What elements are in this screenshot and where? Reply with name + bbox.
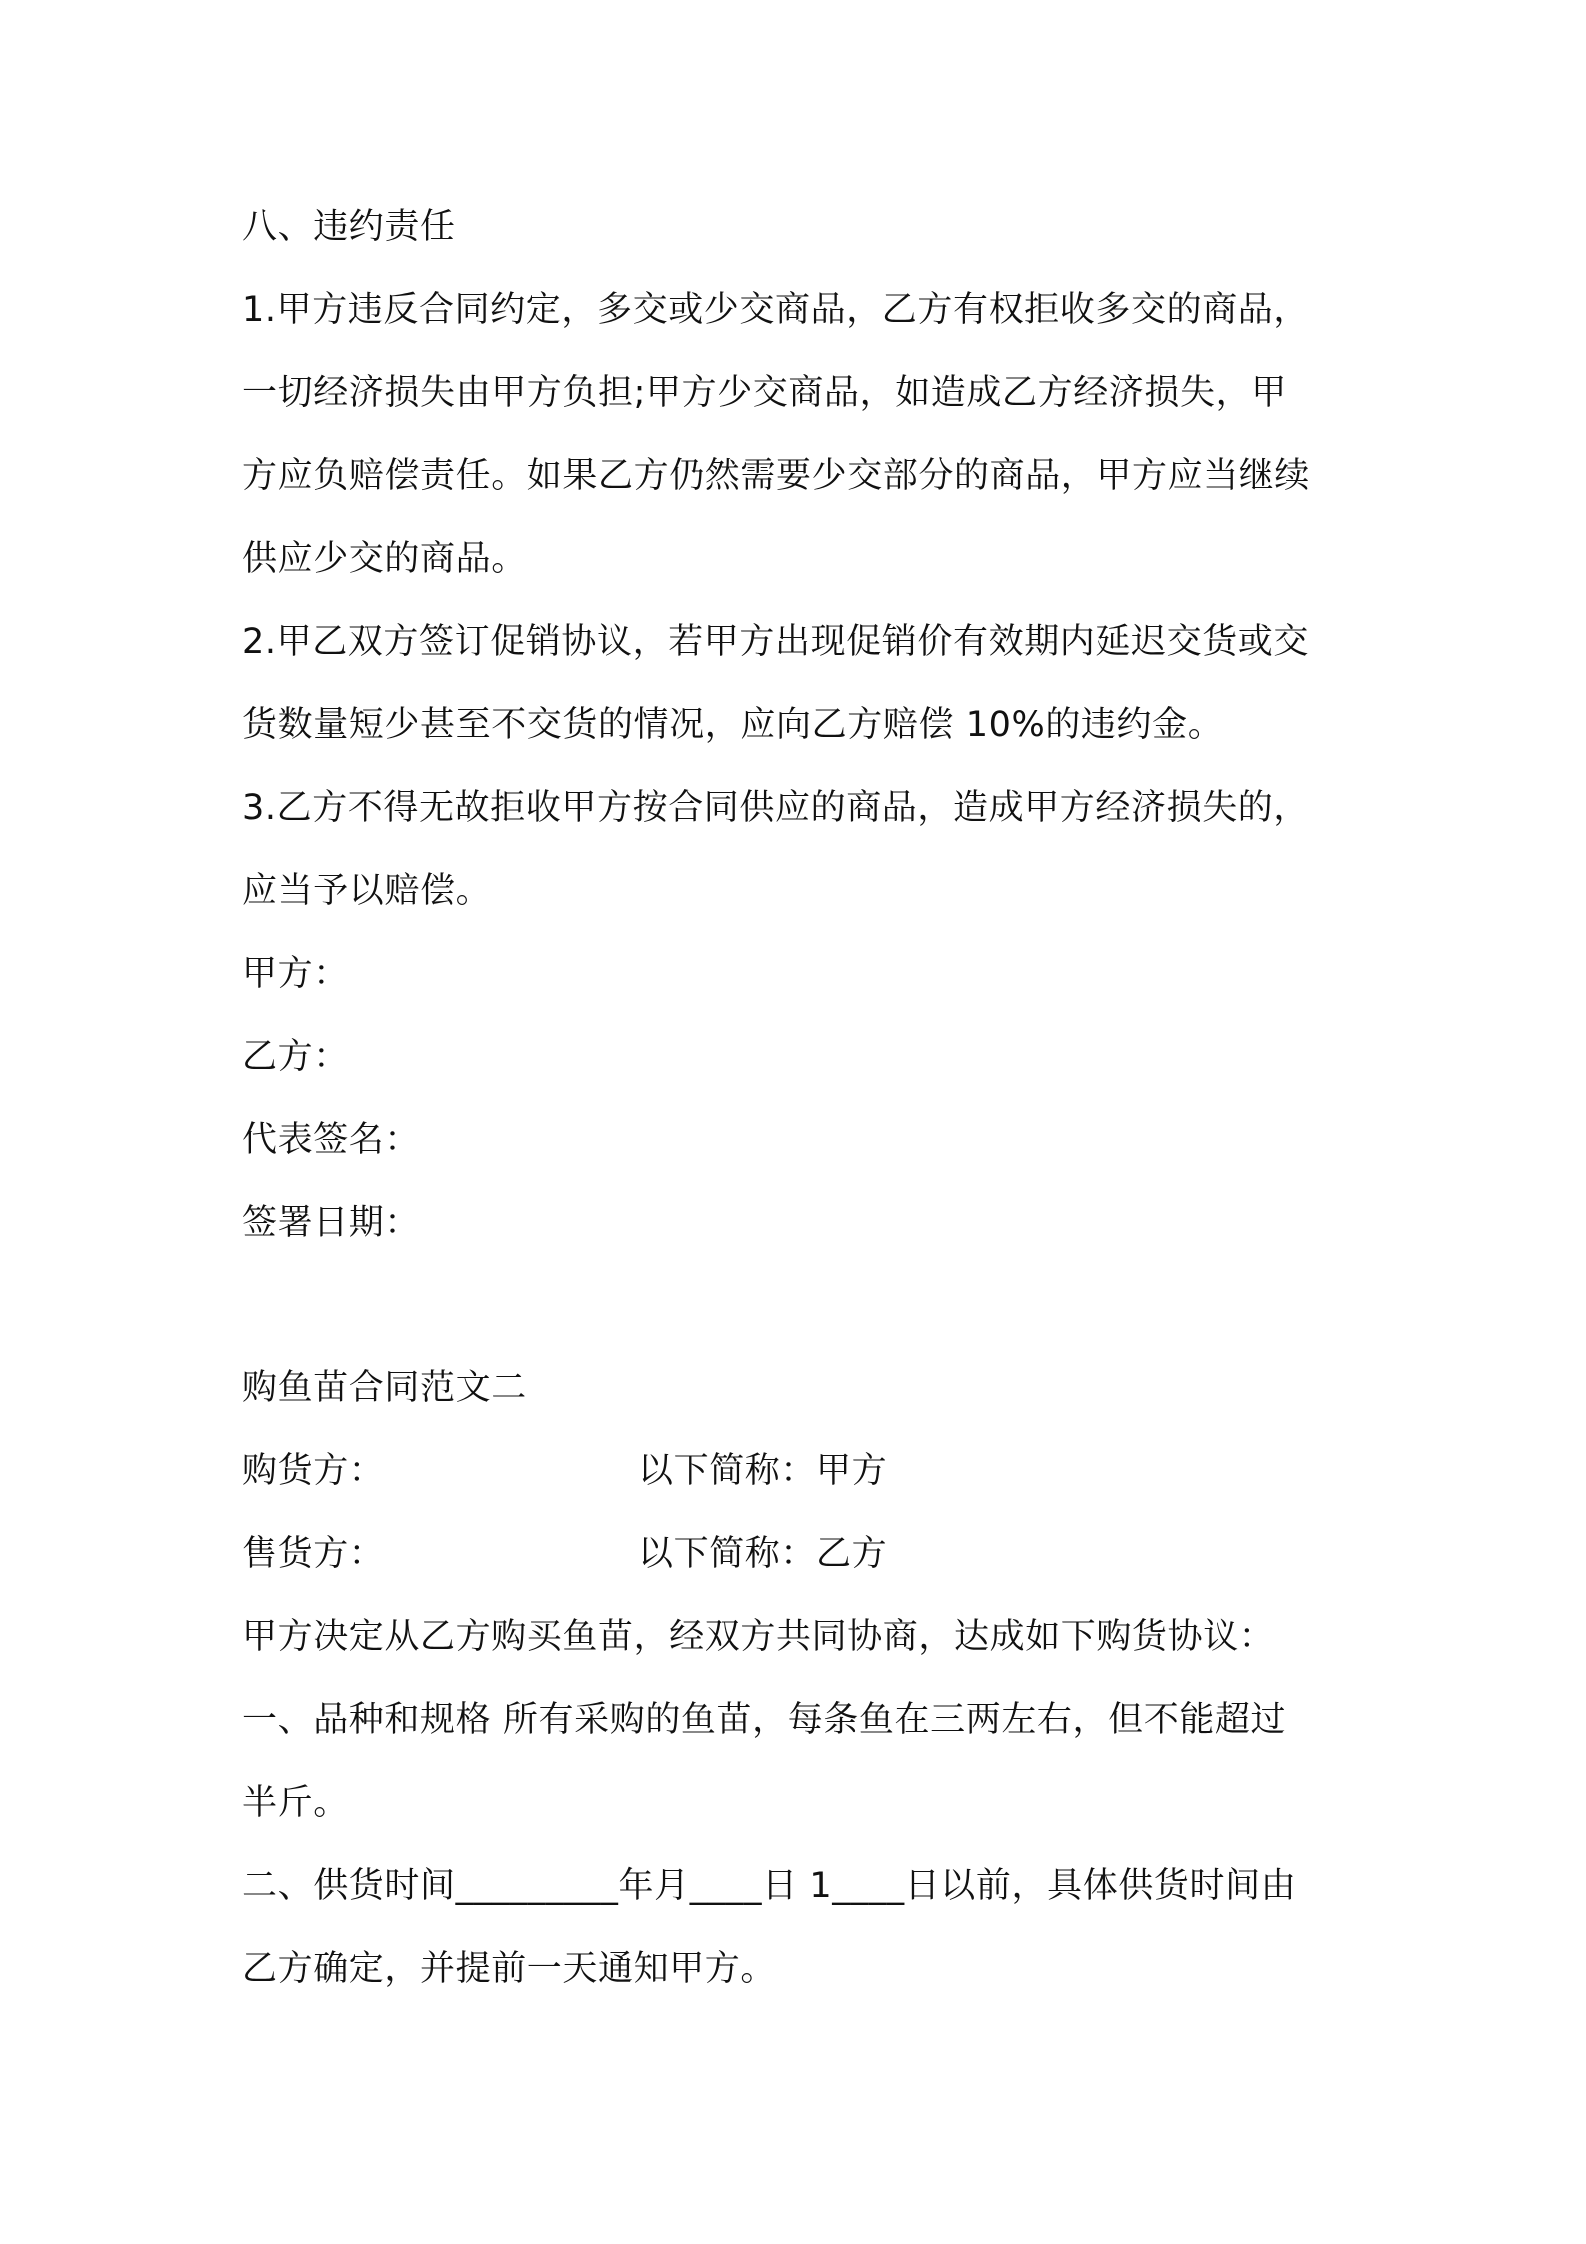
clause-3-line-2: 应当予以赔偿。	[242, 871, 492, 911]
item-1-line-2: 半斤。	[242, 1783, 349, 1823]
seller-label: 售货方：	[242, 1534, 385, 1574]
contract-intro: 甲方决定从乙方购买鱼苗，经双方共同协商，达成如下购货协议：	[242, 1617, 1275, 1657]
buyer-label: 购货方：	[242, 1451, 385, 1491]
clause-2-line-1: 2.甲乙双方签订促销协议，若甲方出现促销价有效期内延迟交货或交	[242, 622, 1309, 662]
party-a-label: 甲方：	[242, 954, 349, 994]
clause-2-line-2: 货数量短少甚至不交货的情况，应向乙方赔偿 10%的违约金。	[242, 705, 1224, 745]
clause-1-line-3: 方应负赔偿责任。如果乙方仍然需要少交部分的商品，甲方应当继续	[242, 456, 1311, 496]
clause-1-line-4: 供应少交的商品。	[242, 539, 527, 579]
buyer-alias: 以下简称：甲方	[638, 1451, 888, 1491]
contract-2-title: 购鱼苗合同范文二	[242, 1368, 527, 1408]
seller-alias: 以下简称：乙方	[638, 1534, 888, 1574]
clause-3-line-1: 3.乙方不得无故拒收甲方按合同供应的商品，造成甲方经济损失的，	[242, 788, 1309, 828]
party-b-label: 乙方：	[242, 1037, 349, 1077]
item-1-line-1: 一、品种和规格 所有采购的鱼苗，每条鱼在三两左右，但不能超过	[242, 1700, 1287, 1740]
signing-date-label: 签署日期：	[242, 1203, 421, 1243]
item-2-line-2: 乙方确定，并提前一天通知甲方。	[242, 1949, 777, 1989]
clause-1-line-1: 1.甲方违反合同约定，多交或少交商品，乙方有权拒收多交的商品，	[242, 290, 1309, 330]
clause-1-line-2: 一切经济损失由甲方负担;甲方少交商品，如造成乙方经济损失，甲	[242, 373, 1287, 413]
item-2-line-1: 二、供货时间_________年月____日 1____日以前，具体供货时间由	[242, 1866, 1297, 1906]
representative-signature-label: 代表签名：	[242, 1120, 421, 1160]
section-heading: 八、违约责任	[242, 207, 456, 247]
